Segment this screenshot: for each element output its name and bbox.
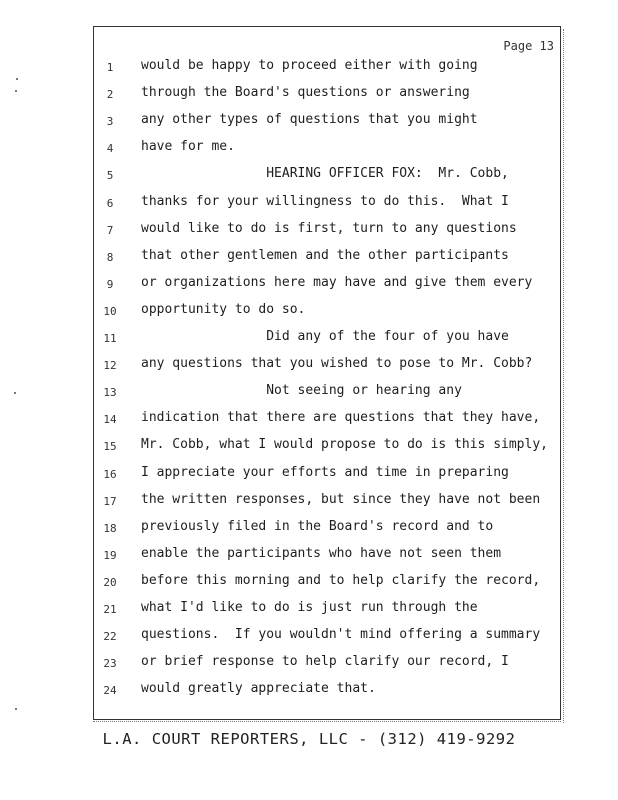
transcript-line: [94, 437, 560, 464]
transcript-line: [94, 221, 560, 248]
scan-speck: [16, 78, 18, 80]
line-number: 7: [106, 223, 114, 237]
line-text: have for me.: [141, 139, 235, 155]
transcript-line: [94, 654, 560, 681]
line-number: 19: [103, 548, 117, 562]
footer-reporter: L.A. COURT REPORTERS, LLC - (312) 419-9292: [102, 730, 516, 748]
line-number: 15: [103, 440, 117, 454]
transcript-line: [94, 112, 560, 139]
transcript-page: [93, 26, 561, 720]
transcript-line: [94, 546, 560, 573]
line-number: 16: [103, 467, 117, 481]
line-text: that other gentlemen and the other participants: [141, 247, 509, 263]
line-number: 6: [106, 196, 114, 210]
line-text: Mr. Cobb, what I would propose to do is this simply,: [141, 437, 548, 453]
scan-speck: [14, 392, 16, 394]
line-text: enable the participants who have not seen them: [141, 545, 502, 561]
line-text: indication that there are questions that they have,: [141, 410, 541, 426]
bottom-rule: [93, 718, 561, 722]
line-number: 3: [106, 115, 114, 129]
line-text: questions. If you wouldn't mind offering a summary: [141, 627, 541, 643]
line-text: any other types of questions that you might: [141, 112, 478, 128]
line-text: Did any of the four of you have: [141, 329, 509, 344]
line-text: I appreciate your efforts and time in preparing: [141, 464, 509, 480]
transcript-line: [94, 519, 560, 546]
transcript-line: [94, 383, 560, 410]
line-text: any questions that you wished to pose to Mr. Cobb?: [141, 356, 533, 372]
transcript-line: [94, 194, 560, 221]
line-number: 4: [106, 142, 114, 156]
line-number: 20: [103, 575, 117, 589]
transcript-line: [94, 681, 560, 708]
line-number: 14: [103, 413, 117, 427]
transcript-line: [94, 465, 560, 492]
scan-speck: [15, 90, 17, 92]
transcript-line: [94, 302, 560, 329]
line-text: or organizations here may have and give them every: [141, 274, 533, 290]
line-number: 22: [103, 630, 117, 644]
transcript-line: [94, 600, 560, 627]
line-number: 13: [103, 386, 117, 400]
transcript-line: [94, 248, 560, 275]
transcript-line: [94, 58, 560, 85]
line-text: or brief response to help clarify our record, I: [141, 654, 509, 670]
transcript-line: [94, 166, 560, 193]
transcript-line: [94, 627, 560, 654]
line-number: 17: [103, 494, 117, 508]
line-text: through the Board's questions or answering: [141, 85, 470, 101]
transcript-line: [94, 356, 560, 383]
line-number: 21: [103, 603, 117, 616]
line-text: HEARING OFFICER FOX: Mr. Cobb,: [141, 166, 509, 182]
line-number: 11: [103, 332, 117, 345]
transcript-line: [94, 329, 560, 356]
line-number: 2: [106, 88, 114, 102]
transcript-line: [94, 275, 560, 302]
transcript-line: [94, 410, 560, 437]
line-text: would be happy to proceed either with going: [141, 58, 478, 73]
line-number: 5: [106, 169, 114, 183]
line-text: previously filed in the Board's record and to: [141, 518, 494, 534]
line-number: 10: [103, 304, 117, 318]
line-number: 8: [106, 250, 114, 264]
transcript-line: [94, 139, 560, 166]
line-text: what I'd like to do is just run through the: [141, 600, 478, 615]
line-text: opportunity to do so.: [141, 301, 306, 317]
transcript-line: [94, 492, 560, 519]
line-number: 24: [103, 684, 117, 698]
line-text: would like to do is first, turn to any questions: [141, 220, 517, 236]
line-text: the written responses, but since they have not been: [141, 491, 541, 507]
line-text: would greatly appreciate that.: [141, 681, 376, 697]
line-number: 12: [103, 359, 117, 373]
line-number: 9: [106, 277, 114, 291]
line-number: 1: [106, 61, 114, 74]
line-number: 18: [103, 521, 117, 535]
transcript-line: [94, 85, 560, 112]
scan-speck: [15, 708, 17, 710]
page-number: Page 13: [503, 39, 554, 53]
transcript-line: [94, 573, 560, 600]
line-text: Not seeing or hearing any: [141, 383, 462, 399]
line-text: before this morning and to help clarify the record,: [141, 572, 541, 588]
line-number: 23: [103, 657, 117, 671]
line-text: thanks for your willingness to do this. What I: [141, 193, 509, 209]
